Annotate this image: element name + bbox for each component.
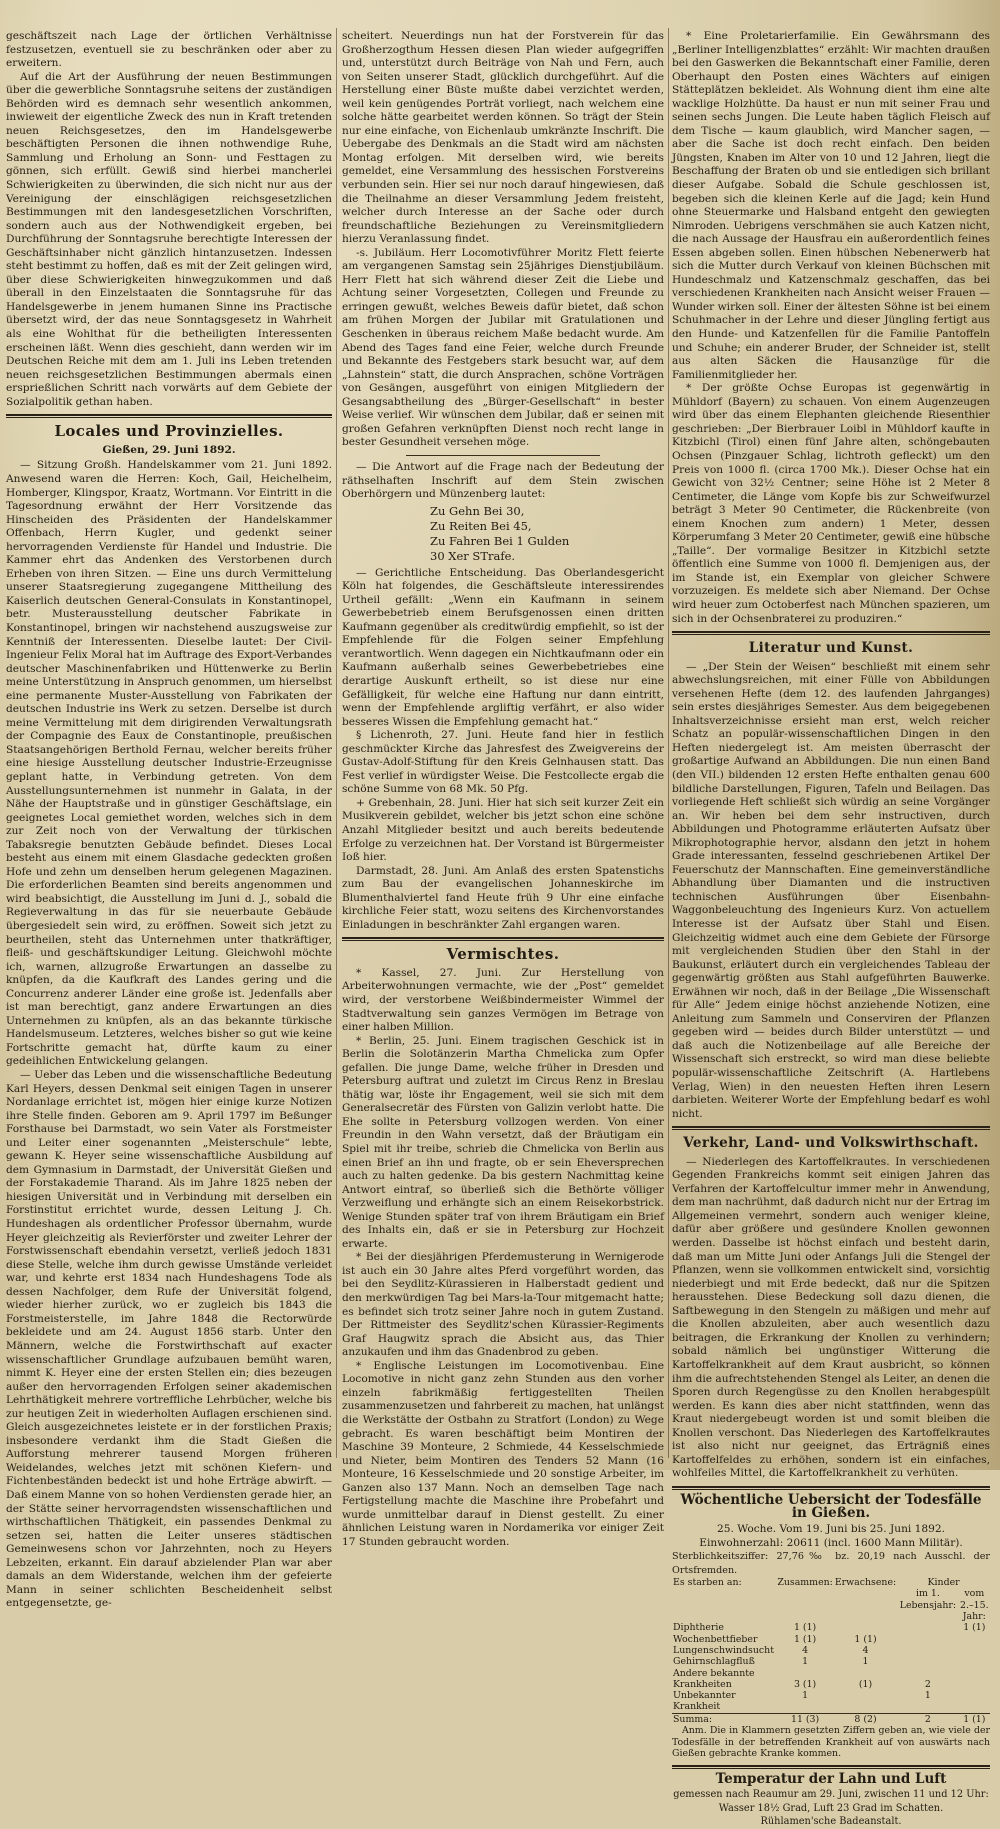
cell: [959, 1679, 990, 1690]
row-label: Lungenschwindsucht: [673, 1644, 774, 1656]
row-label: Wochenbettfieber: [673, 1633, 758, 1645]
cell: 4: [862, 1644, 869, 1656]
row-label: Andere bekannte: [673, 1667, 755, 1679]
section-rule: [672, 1486, 990, 1488]
article-paragraph: geschäftszeit nach Lage der örtlichen Verhältnisse festzusetzen, eventuell sie zu beschränken oder aber zu erweitern.: [6, 30, 332, 70]
row-label: Unbekannter Krankheit: [673, 1690, 736, 1713]
section-rule: [6, 414, 332, 416]
section-rule: [672, 1489, 990, 1490]
cell: 3 (1): [793, 1678, 817, 1690]
temperature-line: gemessen nach Reaumur am 29. Juni, zwischen 11 und 12 Uhr:: [673, 1789, 989, 1801]
cell: 1: [924, 1690, 931, 1702]
table-row: [672, 1668, 990, 1679]
cell: [897, 1645, 958, 1656]
table-footnote: Anm. Die in Klammern gesetzten Ziffern geben an, wie viele der Todesfälle in der betreffenden Krankheit auf von auswärts nach Gießen gebrachte Kranke kommen.: [672, 1725, 990, 1760]
column-header: Kinder: [927, 1577, 960, 1589]
mortality-table: [672, 1577, 990, 1725]
cell: [897, 1622, 958, 1633]
mortality-rate: Sterblichkeitsziffer: 27,76‰ bz. 20,19 nach Ausschl. der Ortsfremden.: [672, 1551, 990, 1576]
table-row: [672, 1690, 990, 1713]
column-3: [672, 30, 991, 1828]
table-row: [672, 1656, 990, 1667]
dateline: Gießen, 29. Juni 1892.: [102, 443, 236, 456]
table-row: [672, 1645, 990, 1656]
row-label: Gehirnschlagfluß: [673, 1656, 755, 1668]
section-heading-literatur: Literatur und Kunst.: [748, 640, 914, 657]
cell: 1: [802, 1690, 809, 1702]
cell: 1 (1): [959, 1713, 990, 1725]
cell: [834, 1622, 897, 1633]
section-rule: [672, 1768, 990, 1769]
article-paragraph: + Grebenhain, 28. Juni. Hier hat sich seit kurzer Zeit ein Musikverein gebildet, welcher bis jetzt schon eine schöne Anzahl Mitglieder besitzt und auch bereits bedeutende Erfolge zu verzeichnen hat. Der Vorstand ist Bürgermeister Ioß hier.: [342, 796, 664, 864]
cell: 1: [862, 1656, 869, 1668]
section-rule: [672, 1126, 990, 1128]
article-paragraph: * Berlin, 25. Juni. Einem tragischen Geschick ist in Berlin die Solotänzerin Martha Chmelicka zum Opfer gefallen. Die junge Dame, welche früher in Dresden und Petersburg auftrat und zuletzt im Circus Renz in Breslau thätig war, löste ihr Engagement, weil sie sich mit dem Generalsecretär des Fürsten von Galizin verlobt hatte. Die Ehe sollte in Petersburg vollzogen werden. Von einer Freundin in den Wahn versetzt, daß der Bräutigam ein Spiel mit ihr treibe, schrieb die Chmelicka von Berlin aus einen Brief an ihn und fragte, ob er sein Eheversprechen auch zu halten gedenke. Da bis gestern Nachmittag keine Antwort eintraf, so überließ sich die Bethörte völliger Verzweiflung und erhängte sich an einem Reisekorbstrick. Wenige Stunden später traf von ihrem Bräutigam ein Brief des Inhalts ein, daß er sie in Petersburg zur Hochzeit erwarte.: [342, 1034, 664, 1250]
cell: [959, 1634, 990, 1645]
table-sum-row: [672, 1713, 990, 1725]
section-heading-vermischtes: Vermischtes.: [446, 945, 560, 964]
cell: [776, 1668, 833, 1679]
cell: 8 (2): [834, 1713, 897, 1725]
article-paragraph: * Bei der diesjährigen Pferdemusterung in Wernigerode ist auch ein 30 Jahre altes Pferd vorgeführt worden, das bei den Seydlitz-Kürassieren in Halberstadt gedient und den merkwürdigen Tag bei Mars-la-Tour mitgemacht hatte; es befindet sich trotz seiner Jahre noch in gutem Zustand. Der Rittmeister des Seydlitz'schen Kürassier-Regiments Graf Haugwitz sprach die Absicht aus, das Thier anzukaufen und ihm das Gnadenbrod zu geben.: [342, 1251, 664, 1359]
section-rule: [342, 940, 664, 941]
section-heading-locales: Locales und Provinzielles.: [54, 422, 284, 441]
article-paragraph: -s. Jubiläum. Herr Locomotivführer Moritz Flett feierte am vergangenen Samstag sein 25jähriges Dienstjubiläum. Herr Flett hat sich während dieser Zeit die Liebe und Achtung seiner Vorgesetzten, Collegen und Freunde zu erringen gewußt, welches Beweis dafür bietet, daß schon am frühen Morgen der Jubilar mit Gratulationen und Geschenken in überaus reichem Maße bedacht wurde. Am Abend des Tages fand eine Feier, welche durch Freunde und Bekannte des Festgebers stark besucht war, auf dem „Lahnstein“ statt, die durch Ansprachen, schöne Vorträgen von Gesängen, ausgeführt von einigen Mitgliedern der Gesangsabtheilung des „Bürger-Gesellschaft“ in bester Weise verlief. Wir wünschen dem Jubilar, daß er seinen mit großen Gefahren verknüpften Dienst noch recht lange in bester Gesundheit versehen möge.: [342, 246, 664, 449]
table-row: [672, 1679, 990, 1690]
table-header-row: [672, 1577, 990, 1588]
population-count: Einwohnerzahl: 20611 (incl. 1600 Mann Militär).: [699, 1536, 963, 1549]
article-paragraph: — „Der Stein der Weisen“ beschließt mit einem sehr abwechslungsreichen, mit einer Fülle von Abbildungen versehenen Hefte (dem 12. des laufenden Jahrganges) sein erstes diesjähriges Semester. Aus dem beigegebenen Inhaltsverzeichnisse ersieht man erst, welch reicher Schatz an populär-wissenschaftlichen Dingen in den Heften niedergelegt ist. Am meisten überrascht der großartige Aufwand an Abbildungen. Die nun einen Band (den VII.) bildenden 12 ersten Hefte enthalten genau 600 bildliche Darstellungen, Figuren, Tafeln und Beilagen. Das vorliegende Heft schließt sich würdig an seine Vorgänger an. Wir heben bei dem sehr instructiven, durch Abbildungen und Photogramme erläuterten Aufsatz über Mikrophotographie hervor, alsdann den jetzt in hohem Grade interessanten, fesselnd geschriebenen Artikel Der Feuerschutz der Mannschaften. Eine gemeinverständliche Abhandlung über Diamanten und die instructiven technischen Ausführungen über Eisenbahn-Waggonbeleuchtung des Ingenieurs Kurz. Von actuellem Interesse ist der Aufsatz über Stahl und Eisen. Gleichzeitig widmet auch eine dem Gebiete der Fürsorge mit vergleichenden Studien über den Stahl in der Baukunst, erläutert durch ein vergleichendes Tableau der gegenwärtig größten aus Stahl aufgeführten Bauwerke. Erwähnen wir noch, daß in der Beilage „Die Wissenschaft für Alle“ Jedem einige höchst anziehende Notizen, eine Anleitung zum Sammeln und Conserviren der Pflanzen gegeben wird — beides durch Bilder unterstützt — und daß auch die Notizenbeilage auf alle Bereiche der Wissenschaft sich erstreckt, so wird man diese beliebte populär-wissenschaftliche Zeitschrift (A. Hartlebens Verlag, Wien) in den neuesten Heften ihren Lesern darbieten. Weiterer Worte der Empfehlung bedarf es wohl nicht.: [672, 660, 990, 1120]
article-paragraph: * Eine Proletarierfamilie. Ein Gewährsmann des „Berliner Intelligenzblattes“ erzählt: Wir machten draußen bei den Gaswerken die Bekanntschaft einer Familie, deren Oberhaupt den Posten eines Wächters auf einigen Stätteplätzen bekleidet. Als Wohnung dient ihm eine alte wacklige Holzhütte. Da haust er nun mit seiner Frau und seinen sechs Jungen. Die Leute haben täglich Fleisch auf dem Tische — kaum glaublich, wird Mancher sagen, — aber die Sache ist doch recht einfach. Den beiden Jüngsten, Knaben im Alter von 10 und 12 Jahren, liegt die Beschaffung der Braten ob und sie entledigen sich brillant dieser Aufgabe. Sobald die Schule geschlossen ist, begeben sich die kleinen Kerle auf die Jagd; kein Hund ohne Steuermarke und Halsband entgeht den gewiegten Nimroden. Uebrigens verschmähen sie auch Katzen nicht, die nach Aussage der Hausfrau ein außerordentlich feines Essen abgeben sollen. Einen hübschen Nebenerwerb hat sich die Mutter durch Verkauf von kleinen Büchschen mit Hundeschmalz und Katzenschmalz geschaffen, das bei verschiedenen Krankheiten nach Ansicht weiser Frauen — Wunder wirken soll. Einer der ältesten Söhne ist bei einem Schuhmacher in der Lehre und dieser Jüngling fertigt aus den Hunde- und Katzenfellen für die Familie Pantoffeln und Schuhe; ein anderer Bruder, der Schneider ist, stellt aus alten Säcken die Hausanzüge für die Familienmitglieder her.: [672, 30, 990, 381]
section-heading-verkehr: Verkehr, Land- und Volkswirthschaft.: [683, 1135, 979, 1152]
cell: [959, 1690, 990, 1713]
inscription-verse: [342, 504, 664, 564]
row-label: Krankheiten: [673, 1678, 732, 1690]
column-1: [6, 30, 332, 1610]
article-paragraph: * Kassel, 27. Juni. Zur Herstellung von Arbeiterwohnungen vermachte, wie der „Post“ gemeldet wird, der verstorbene Weißbindermeister Wimmel der Stadtverwaltung sein ganzes Vermögen im Betrage von einer halben Million.: [342, 966, 664, 1034]
cell: [897, 1656, 958, 1667]
cell: 2: [897, 1713, 958, 1725]
row-label: Diphtherie: [673, 1622, 724, 1634]
row-label: Summa:: [672, 1713, 776, 1725]
column-header: vom 2.–15. Jahr:: [960, 1588, 989, 1623]
verse-line: 30 Xer STrafe.: [430, 548, 516, 563]
temperature-line: Wasser 18½ Grad, Luft 23 Grad im Schatten.: [718, 1802, 944, 1814]
article-paragraph: — Niederlegen des Kartoffelkrautes. In verschiedenen Gegenden Frankreichs kommt seit einigen Jahren das Verfahren der Kartoffelcultur immer mehr in Anwendung, dem man nachrühmt, daß dadurch nicht nur der Ertrag im Allgemeinen vermehrt, sondern auch weniger kleine, dafür aber größere und gesündere Knollen gewonnen werden. Dasselbe ist höchst einfach und besteht darin, daß man um Mitte Juni oder Anfangs Juli die Stengel der Pflanzen, wenn sie vollkommen entwickelt sind, vorsichtig niederbiegt und mit Erde bedeckt, daß nur die Spitzen herausstehen. Diese Bedeckung soll dazu dienen, die Saftbewegung in den Stengeln zu mäßigen und mehr auf die Knollen abzuleiten, aber auch wesentlich dazu beitragen, die Erkrankung der Knollen zu verhindern; sobald nämlich bei ungünstiger Witterung die Kartoffelkrankheit auf dem Kraut ausbricht, so können ihm die aufrechtstehenden Stengel als Leiter, an denen die Sporen durch Regengüsse zu den Knollen herabgespült werden. Es kann dies aber nicht stattfinden, wenn das Kraut niedergebeugt worden ist und somit bleiben die Knollen verschont. Das Niederlegen des Kartoffelkrautes ist also nicht nur geeignet, das Erträgniß eines Kartoffelfeldes zu erhöhen, sondern ist ein einfaches, wohlfeiles Mittel, die Kartoffelkrankheit zu verhüten.: [672, 1155, 991, 1480]
mortality-week: 25. Woche. Vom 19. Juni bis 25. Juni 1892.: [716, 1522, 946, 1535]
column-header: Erwachsene:: [834, 1577, 897, 1589]
article-paragraph: Auf die Art der Ausführung der neuen Bestimmungen über die gewerbliche Sonntagsruhe seitens der zuständigen Behörden wird es demnach sehr wesentlich ankommen, inwieweit der eigentliche Zweck des nun in Kraft tretenden neuen Reichsgesetzes, den im Handelsgewerbe beschäftigten Personen die ihnen nothwendige Ruhe, Sammlung und Erholung an Sonn- und Festtagen zu gönnen, sich erfüllt. Gewiß sind hierbei mancherlei Schwierigkeiten zu überwinden, die sich nicht nur aus der Vereinigung der einschlägigen reichsgesetzlichen Bestimmungen mit den landesgesetzlichen Vorschriften, sondern auch aus der Nothwendigkeit ergeben, bei Durchführung der Sonntagsruhe berechtigte Interessen der Geschäftsinhaber nicht gänzlich hintanzusetzen. Indessen steht bestimmt zu hoffen, daß es mit der Zeit gelingen wird, über diese Schwierigkeiten hinwegzukommen und daß überall in den Einzelstaaten die Sonntagsruhe für das Handelsgewerbe in jenem humanen Sinne ins Practische übersetzt wird, der das neue Sonntagsgesetz in Wahrheit als eine Wohlthat für die betheiligten Interessenten erscheinen läßt. Wenn dies geschieht, dann werden wir im Deutschen Reiche mit dem am 1. Juli ins Leben tretenden neuen reichsgesetzlichen Bestimmungen abermals einen ersprießlichen Schritt nach vorwärts auf dem Gebiete der Sozialpolitik gethan haben.: [6, 70, 332, 408]
cell: [897, 1634, 958, 1645]
table-header-row: [672, 1588, 990, 1622]
column-header: im 1. Lebensjahr:: [899, 1588, 957, 1611]
article-paragraph: scheitert. Neuerdings nun hat der Forstverein für das Großherzogthum Hessen diesen Plan wieder aufgegriffen und, unterstützt durch Beiträge von Nah und Fern, auch von Seiten unserer Stadt, glücklich durchgeführt. Auf die Herstellung einer Büste mußte dabei verzichtet werden, weil kein genügendes Porträt vorliegt, nach welchem eine solche hätte gearbeitet werden können. So trägt der Stein nur eine einfache, von Eichenlaub umkränzte Inschrift. Die Uebergabe des Denkmals an die Stadt wird am nächsten Montag erfolgen. Mit derselben wird, wie bereits gemeldet, eine Versammlung des hessischen Forstvereins verbunden sein. Hier sei nur noch darauf hingewiesen, daß die Theilnahme an dieser Versammlung Jedem freisteht, welcher durch Interesse an der Sache oder durch freundschaftliche Beziehungen zu Vereinsmitgliedern hierzu Veranlassung findet.: [342, 30, 664, 246]
column-rule: [336, 28, 337, 1458]
cell: [834, 1690, 897, 1713]
article-paragraph: — Ueber das Leben und die wissenschaftliche Bedeutung Karl Heyers, dessen Denkmal seit einigen Tagen in unserer Nordanlage errichtet ist, mögen hier einige kurze Notizen ihre Stelle finden. Geboren am 9. April 1797 im Beßunger Forsthause bei Darmstadt, wo sein Vater als Forstmeister und Leiter einer sogenannten „Meisterschule“ lebte, gewann K. Heyer seine wissenschaftliche Ausbildung auf dem Gymnasium in Darmstadt, der Universität Gießen und der Forstakademie Tharand. Als im Jahre 1825 neben der hiesigen Universität und in Verbindung mit derselben ein Forstinstitut errichtet wurde, dessen Leitung J. Ch. Hundeshagen als ordentlicher Professor übernahm, wurde Heyer gleichzeitig als Revierförster und zweiter Lehrer der Forstwissenschaft ebendahin versetzt, verließ jedoch 1831 diese Stelle, welche ihm durch gewisse Umstände verleidet war, und kehrte erst 1834 nach Hundeshagens Tode als dessen Nachfolger, dem Rufe der Universität folgend, wieder hierher zurück, wo er zugleich bis 1843 die Forstmeisterstelle, im Jahre 1848 die Rectorwürde bekleidete und am 24. August 1856 starb. Unter den Männern, welche die Forstwirthschaft auf exacter wissenschaftlicher Grundlage aufzubauen bemüht waren, nimmt K. Heyer eine der ersten Stellen ein; dies bezeugen außer den hervorragenden Erfolgen seiner akademischen Lehrthätigkeit mehrere vortreffliche Lehrbücher, welche bis zur heutigen Zeit in wiederholten Auflagen erschienen sind. Gleich ausgezeichnetes leistete er in der forstlichen Praxis; insbesondere verdankt ihm die Stadt Gießen die Aufforstung mehrerer tausend Morgen früheren Weidelandes, welches jetzt mit schönen Kiefern- und Fichtenbeständen bedeckt ist und hohe Erträge abwirft. — Daß einem Manne von so hohen Verdiensten gerade hier, an der Stätte seiner hervorragendsten wissenschaftlichen und wirthschaftlichen Thätigkeit, ein passendes Denkmal zu setzen sei, hatten die Leiter unseres städtischen Gemeinwesens schon vor Jahrzehnten, noch zu Heyers Lebzeiten, erkannt. Ein darauf abzielender Plan war aber damals an dem Widerstande, welchen ihm der gefeierte Mann in seiner schlichten Bescheidenheit selbst entgegensetzte, ge-: [6, 1069, 332, 1610]
article-paragraph: * Der größte Ochse Europas ist gegenwärtig in Mühldorf (Bayern) zu schauen. Von einem Augenzeugen wird über das einem Elephanten gleichende Riesenthier geschrieben: „Der Bierbrauer Loibl in Mühldorf kaufte in Kitzbichl (Tirol) einen fünf Jahre alten, schöngebauten Ochsen (Pinzgauer Schlag, lichtroth gefleckt) um den Preis von 1000 fl. (circa 1700 Mk.). Dieser Ochse hat ein Gewicht von 32½ Centner; seine Höhe ist 2 Meter 8 Centimeter, die Länge vom Kopfe bis zur Schweifwurzel beträgt 3 Meter 90 Centimeter, die Rückenbreite (von einem Knochen zum andern) 1 Meter, dessen Körperumfang 3 Meter 20 Centimeter, gewiß eine hübsche „Taille“. Der vormalige Besitzer in Kitzbichl setzte öffentlich eine Summe von 1000 fl. Demjenigen aus, der im Stande ist, ein Exemplar von gleicher Schwere vorzuzeigen. Es meldete sich aber Niemand. Der Ochse wird heuer zum Octoberfest nach München spazieren, um sich in der Ochsenbraterei zu produziren.“: [672, 382, 990, 625]
cell: [834, 1668, 897, 1679]
article-paragraph: Darmstadt, 28. Juni. Am Anlaß des ersten Spatenstichs zum Bau der evangelischen Johanneskirche im Blumenthalviertel fand Heute früh 9 Uhr eine einfache kirchliche Feier statt, wozu seitens des Kirchenvorstandes Einladungen in beschränkter Zahl ergangen waren.: [342, 864, 664, 931]
section-rule: [672, 631, 990, 633]
cell: [959, 1668, 990, 1679]
cell: 2: [924, 1678, 931, 1690]
article-paragraph: — Sitzung Großh. Handelskammer vom 21. Juni 1892. Anwesend waren die Herren: Koch, Gail, Heichelheim, Homberger, Klingspor, Kraatz, Wortmann. Vor Eintritt in die Tagesordnung erwähnt der Herr Vorsitzende das Hinscheiden des Präsidenten der Handelskammer Offenbach, Herrn Kugler, und gedenkt seiner hervorragenden Verdienste für Handel und Industrie. Die Kammer ehrt das Andenken des Verstorbenen durch Erheben von ihren Sitzen. — Eine uns durch Vermittelung unserer Staatsregierung zugegangene Mittheilung des Kaiserlich deutschen General-Consulats in Konstantinopel, betr. Musterausstellung deutscher Fabrikate in Konstantinopel, bringen wir nachstehend auszugsweise zur Kenntniß der Interessenten. Dieselbe lautet: Der Civil-Ingenieur Felix Moral hat im Auftrage des Export-Verbandes deutscher Maschinenfabriken und Hüttenwerke zu Berlin meine Unterstützung in Anspruch genommen, um hierselbst eine permanente Muster-Ausstellung von Fabrikaten der deutschen Industrie ins Werk zu setzen. Derselbe ist durch meine Vermittelung mit dem dirigirenden Verwaltungsrath der Compagnie des Eaux de Constantinople, preußischen Staatsangehörigen Berthold Fernau, welcher bereits früher eine hiesige Ausstellung deutscher Industrie-Erzeugnisse geplant hatte, in Verbindung getreten. Von dem Ausstellungsunternehmen ist nunmehr in Galata, in der Nähe der Hauptstraße und in günstiger Geschäftslage, ein geeignetes Local gemiethet worden, welches sich in dem zur Zeit noch von der Verwaltung der türkischen Tabaksregie benutzten Gebäude befindet. Dieses Local besteht aus einem mit einem Glasdache gedeckten großen Hofe und zehn um denselben herum gelegenen Magazinen. Die erforderlichen Beamten sind bereits angenommen und wird beabsichtigt, die Ausstellung im Juni d. J., sobald die Regieverwaltung in das für sie neuerbaute Gebäude übergesiedelt sein wird, zu eröffnen. Soweit sich jetzt zu beurtheilen, steht das Unternehmen unter thatkräftiger, fleiß- und geschäftskundiger Leitung. Gleichwohl möchte ich, warnen, allzugroße Erwartungen an dasselbe zu knüpfen, da die Kaufkraft des Landes gering und die Concurrenz anderer Länder eine große ist. Jedenfalls aber ist man berechtigt, ganz andere Erwartungen an dies Unternehmen zu knüpfen, als an das bekannte türkische Handelsmuseum. Letzteres, welches bisher so gut wie keine Fortschritte gemacht hat, dürfte kaum zu einer gedeihlichen Entwickelung gelangen.: [6, 459, 332, 1068]
article-paragraph: § Lichenroth, 27. Juni. Heute fand hier in festlich geschmückter Kirche das Jahresfest des Zweigvereins der Gustav-Adolf-Stiftung für den Kreis Gelnhausen statt. Das Fest verlief in würdigster Weise. Die Festcollecte ergab die schöne Summe von 68 Mk. 50 Pfg.: [342, 729, 664, 796]
table-row: [672, 1622, 990, 1633]
cell: [959, 1645, 990, 1656]
mortality-table-title: Wöchentliche Uebersicht der Todesfälle in Gießen.: [680, 1491, 982, 1522]
column-header: Zusammen:: [777, 1577, 833, 1589]
article-paragraph: — Gerichtliche Entscheidung. Das Oberlandesgericht Köln hat folgendes, die Geschäftsleute interessirendes Urtheil gefällt: „Wenn ein Kaufmann in seinem Gewerbebetrieb einem Berufsgenossen einen dritten Kaufmann gegenüber als creditwürdig empfiehlt, so ist der Empfehlende für die Folgen seiner Empfehlung verantwortlich. Wenn dagegen ein Nichtkaufmann oder ein Kaufmann außerhalb seines Gewerbebetriebes eine derartige Auskunft ertheilt, so ist diese nur eine Gefälligkeit, für welche eine Haftung nur dann eintritt, wenn der Empfehlende argliftig verfährt, er also wider besseres Wissen die Empfehlung gemacht hat.“: [342, 566, 664, 728]
cell: (1): [858, 1678, 873, 1690]
section-rule: [342, 937, 664, 939]
column-rule: [668, 28, 669, 1458]
column-2: [342, 30, 664, 1548]
section-rule: [672, 1765, 990, 1767]
verse-line: Zu Reiten Bei 45,: [430, 518, 532, 533]
article-paragraph: — Die Antwort auf die Frage nach der Bedeutung der räthselhaften Inschrift auf dem Stein zwischen Oberhörgern und Münzenberg lautet:: [342, 460, 664, 501]
verse-line: Zu Fahren Bei 1 Gulden: [430, 533, 570, 548]
cell: 1 (1): [963, 1622, 986, 1634]
cell: [959, 1656, 990, 1667]
cell: 11 (3): [776, 1713, 833, 1725]
column-header: Es starben an:: [673, 1577, 742, 1589]
cell: 1 (1): [793, 1622, 817, 1634]
cell: [897, 1668, 958, 1679]
cell: 1 (1): [854, 1633, 877, 1645]
temperature-source: Rühlamen'sche Badeanstalt.: [760, 1816, 902, 1828]
section-rule: [672, 634, 990, 635]
divider: [406, 455, 599, 456]
cell: 4: [802, 1644, 809, 1656]
section-rule: [6, 417, 332, 418]
cell: 1: [802, 1656, 809, 1668]
table-row: [672, 1634, 990, 1645]
article-paragraph: * Englische Leistungen im Locomotivenbau. Eine Locomotive in nicht ganz zehn Stunden aus den vorher einzeln fabrikmäßig fertiggestellten Theilen zusammenzusetzen und fahrbereit zu machen, hat unlängst die Werkstätte der Ostbahn zu Stratfort (London) zu Wege gebracht. Es waren beschäftigt beim Montiren der Maschine 39 Monteure, 2 Schmiede, 44 Kesselschmiede und Nieter, beim Montiren des Tenders 52 Mann (16 Monteure, 16 Kesselschmiede und 20 sonstige Arbeiter, im Ganzen also 137 Mann. Noch an demselben Tage nach Fertigstellung machte die Maschine ihre Probefahrt und wurde unmittelbar darauf in Dienst gestellt. Zu einer ähnlichen Leistung waren in Nordamerika vor einiger Zeit 17 Stunden gebraucht worden.: [342, 1359, 664, 1548]
cell: 1 (1): [793, 1633, 817, 1645]
temperature-title: Temperatur der Lahn und Luft: [715, 1770, 947, 1787]
section-rule: [672, 1129, 990, 1130]
verse-line: Zu Gehn Bei 30,: [430, 503, 525, 518]
